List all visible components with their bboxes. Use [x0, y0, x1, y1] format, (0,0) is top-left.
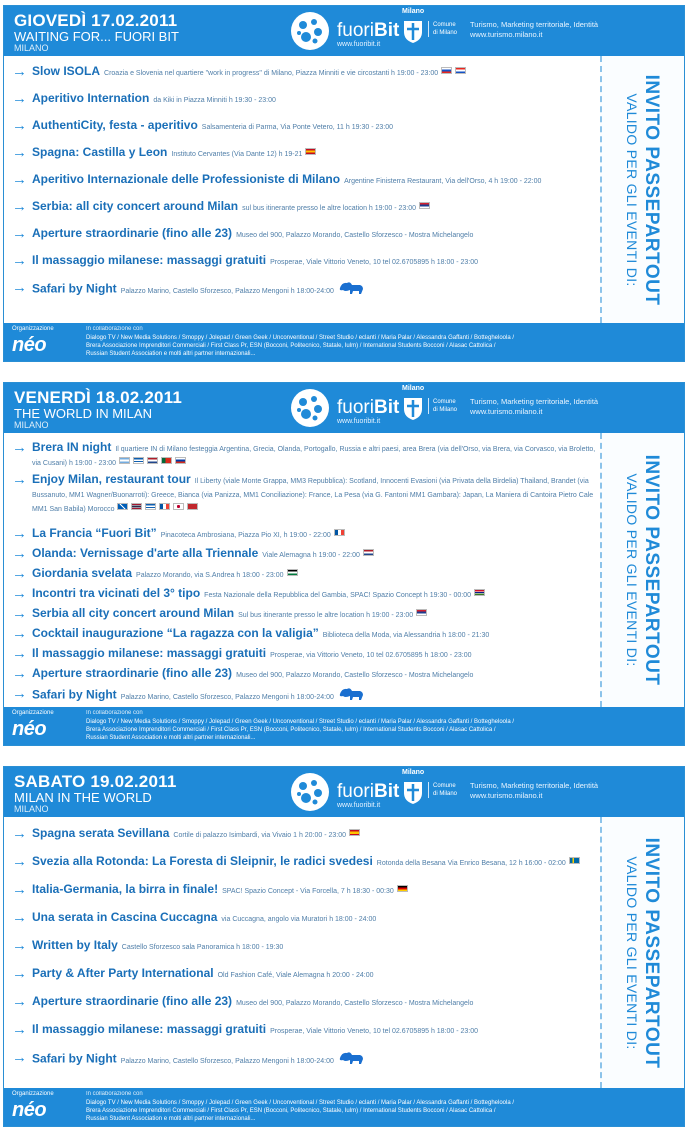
spain-flag-icon [349, 829, 360, 836]
spain-flag-icon [305, 148, 316, 155]
serbia-flag-icon [419, 202, 430, 209]
event-item[interactable] [12, 173, 602, 187]
scotland-flag-icon [117, 503, 128, 510]
event-details: SPAC! Spazio Concept - Via Forcella, 7 h 18:30 - 00:30 [222, 888, 394, 895]
comune-label: Comune di Milano [428, 398, 457, 414]
comune-crest-icon [402, 18, 424, 44]
event-details: Palazzo Morando, via S.Andrea h 18:00 - 23:00 [136, 572, 284, 579]
event-details: Argentine Finisterra Restaurant, Via dell'Orso, 4 h 19:00 - 22:00 [344, 178, 542, 185]
ticket [3, 766, 685, 1127]
netherlands-flag-icon [147, 457, 158, 464]
event-details: Sul bus itinerante presso le altre location h 19:00 - 23:00 [238, 612, 414, 619]
arrow-icon: → [12, 881, 27, 898]
ticket-date: VENERDÌ 18.02.2011 [14, 388, 183, 407]
morocco-flag-icon [187, 503, 198, 510]
org-label: Organizzazione [12, 1091, 54, 1097]
event-item[interactable] [12, 200, 602, 214]
arrow-icon: → [12, 605, 27, 622]
russia-flag-icon [175, 457, 186, 464]
event-title: Aperitivo Internazionale delle Professioniste di Milano [32, 172, 341, 186]
ticket-subtitle: MILAN IN THE WORLD [14, 790, 152, 805]
ticket-city: MILANO [14, 804, 49, 814]
argentina-flag-icon [119, 457, 130, 464]
event-title: Serbia all city concert around Milan [32, 606, 235, 620]
milano-label: Milano [402, 8, 425, 15]
event-title: Safari by Night [32, 687, 117, 702]
comune-crest-icon [402, 779, 424, 805]
tagline: Turismo, Marketing territoriale, Identità www.turismo.milano.it [470, 397, 599, 416]
event-title: Cocktail inaugurazione “La ragazza con la valigia” [32, 626, 319, 640]
france-flag-icon [159, 503, 170, 510]
event-title: Una serata in Cascina Cuccagna [32, 910, 218, 924]
fuoribit-logo-icon [288, 387, 332, 429]
arrow-icon: → [12, 937, 27, 954]
event-title: Spagna: Castilla y Leon [32, 145, 168, 159]
event-title: Il massaggio milanese: massaggi gratuiti [32, 253, 267, 267]
event-title: Italia-Germania, la birra in finale! [32, 882, 219, 896]
event-title: Enjoy Milan, restaurant tour [32, 472, 191, 486]
milano-label: Milano [402, 769, 425, 776]
netherlands-flag-icon [363, 549, 374, 556]
brand-name: fuoriBit [337, 20, 400, 41]
arrow-icon: → [12, 117, 27, 134]
germany-flag-icon [397, 885, 408, 892]
arrow-icon: → [12, 252, 27, 269]
arrow-icon: → [12, 665, 27, 682]
sponsor-list: Dialogo TV / New Media Solutions / Smoppy / Jolepad / Green Geek / Unconventional / Street Studio / eclanti / Maria Palar / Alessandra Gaffanti / Bottegheloola / Brera Associazione Imprenditori Commerciali / First Class Pr, ESN (Bocconi, Politecnico, Statale, Iulm) / International Students Bocconi / Alasac Cattolica / Russian Student Association e molti altri partner internazionali... [86, 335, 515, 357]
event-item[interactable] [12, 527, 602, 541]
event-details: Croazia e Slovenia nel quartiere "work in progress" di Milano, Piazza Minniti e vie circostanti h 19:00 - 23:00 [104, 70, 439, 77]
stub-subtitle: VALIDO PER GLI EVENTI DI: [624, 855, 640, 1050]
passepartout-stub [600, 56, 684, 323]
arrow-icon: → [12, 565, 27, 582]
arrow-icon: → [12, 685, 27, 702]
event-title: Aperture straordinarie (fino alle 23) [32, 666, 233, 680]
event-title: Olanda: Vernissage d'arte alla Triennale [32, 546, 259, 560]
tagline: Turismo, Marketing territoriale, Identità www.turismo.milano.it [470, 20, 599, 39]
ticket-footer [4, 1088, 684, 1126]
event-details: Il quartiere IN di Milano festeggia Argentina, Grecia, Olanda, Portogallo, Russia e altri paesi, area Brera (via dell'Orso, via Brera, via Corvasco, via Broletto, via Cusani) h 19:00 - 23:00 [32, 446, 596, 467]
arrow-icon: → [12, 144, 27, 161]
event-item[interactable] [12, 939, 602, 953]
serbia-flag-icon [416, 609, 427, 616]
slovenia-flag-icon [441, 67, 452, 74]
event-details: Castello Sforzesco sala Panoramica h 18:00 - 19:30 [121, 944, 284, 951]
comune-label: Comune di Milano [428, 782, 457, 798]
event-title: La Francia “Fuori Bit” [32, 526, 157, 540]
event-details: Museo del 900, Palazzo Morando, Castello Sforzesco - Mostra Michelangelo [236, 1000, 474, 1007]
event-title: Party & After Party International [32, 966, 214, 980]
event-item[interactable] [12, 587, 602, 601]
ticket-city: MILANO [14, 43, 49, 53]
event-item[interactable] [12, 547, 602, 561]
event-item[interactable] [12, 65, 602, 79]
event-title: Safari by Night [32, 1051, 117, 1066]
event-title: Slow ISOLA [32, 64, 101, 78]
event-details: Viale Alemagna h 19:00 - 22:00 [262, 552, 360, 559]
event-details: Palazzo Marino, Castello Sforzesco, Palazzo Mengoni h 18:00-24:00 [120, 287, 334, 295]
ticket-date: SABATO 19.02.2011 [14, 772, 177, 791]
event-item[interactable] [12, 281, 602, 297]
event-title: Safari by Night [32, 281, 117, 296]
arrow-icon: → [12, 965, 27, 982]
event-item[interactable] [12, 254, 602, 268]
event-title: Spagna serata Sevillana [32, 826, 170, 840]
greece-flag-icon [133, 457, 144, 464]
event-item[interactable] [12, 855, 602, 869]
event-details: sul bus itinerante presso le altre location h 19:00 - 23:00 [242, 205, 417, 212]
event-details: Prosperaе, via Vittorio Veneto, 10 tel 02.6705895 h 18:00 - 23:00 [270, 652, 472, 659]
france-flag-icon [334, 529, 345, 536]
event-details: Cortile di palazzo Isimbardi, via Vivaio 1 h 20:00 - 23:00 [173, 832, 347, 839]
stub-subtitle: VALIDO PER GLI EVENTI DI: [624, 473, 640, 667]
brand-url: www.fuoribit.it [337, 802, 381, 809]
brand-url: www.fuoribit.it [337, 418, 381, 425]
collab-label: In collaborazione con [86, 326, 143, 332]
ticket [3, 5, 685, 362]
brand-name: fuoriBit [337, 397, 400, 418]
event-title: Brera IN night [32, 440, 112, 454]
arrow-icon: → [12, 645, 27, 662]
passepartout-stub [600, 433, 684, 707]
event-title: Il massaggio milanese: massaggi gratuiti [32, 646, 267, 660]
comune-crest-icon [402, 395, 424, 421]
event-item[interactable] [12, 667, 602, 681]
event-details: Biblioteca della Moda, via Alessandria h 18:00 - 21:30 [322, 632, 490, 639]
arrow-icon: → [12, 825, 27, 842]
event-details: Museo del 900, Palazzo Morando, Castello Sforzesco - Mostra Michelangelo [236, 672, 474, 679]
event-title: Aperture straordinarie (fino alle 23) [32, 994, 233, 1008]
arrow-icon: → [12, 525, 27, 542]
ticket-header [4, 6, 684, 56]
event-title: AuthentiCity, festa - aperitivo [32, 118, 198, 132]
arrow-icon: → [12, 1049, 27, 1066]
ticket-subtitle: THE WORLD IN MILAN [14, 406, 152, 421]
event-item[interactable] [12, 92, 602, 106]
event-title: Svezia alla Rotonda: La Foresta di Sleipnir, le radici svedesi [32, 854, 373, 868]
event-item[interactable] [12, 967, 602, 981]
stub-subtitle: VALIDO PER GLI EVENTI DI: [624, 92, 640, 287]
event-details: Salsamenteria di Parma, Via Ponte Vetero, 11 h 19:30 - 23:00 [201, 124, 393, 131]
event-details: Il Liberty (viale Monte Grappa, MM3 Repubblica): Scotland, Innocenti Evasioni (via Privata della Birdelia) Thailand, Brandet (via Bussanuto, MM1 Wagner/Buonarroti): Greece, Bianca (via Panizza, MM1 Conciliazione): France, La Pesa (via G. Fantoni MM1 Gambara): Japan, La Maniera di Cantoira Pietro Cale MM1 San Babila) Morocco [32, 478, 594, 513]
collab-label: In collaborazione con [86, 710, 143, 716]
arrow-icon: → [12, 853, 27, 870]
event-item[interactable] [12, 1051, 602, 1067]
event-item[interactable] [12, 827, 602, 841]
event-title: Giordania svelata [32, 566, 133, 580]
ticket-header [4, 383, 684, 433]
event-item[interactable] [12, 227, 602, 241]
milano-label: Milano [402, 385, 425, 392]
collab-label: In collaborazione con [86, 1091, 143, 1097]
event-details: Prosperaе, Viale Vittorio Veneto, 10 tel 02.6705895 h 18:00 - 23:00 [270, 259, 479, 266]
ticket [3, 382, 685, 746]
thailand-flag-icon [131, 503, 142, 510]
brand-name: fuoriBit [337, 781, 400, 802]
arrow-icon: → [12, 471, 27, 488]
stub-title: INVITO PASSEPARTOUT [641, 837, 662, 1068]
event-item[interactable] [12, 119, 602, 133]
event-item[interactable] [12, 995, 602, 1009]
comune-label: Comune di Milano [428, 21, 457, 37]
event-title: Serbia: all city concert around Milan [32, 199, 239, 213]
org-label: Organizzazione [12, 710, 54, 716]
japan-flag-icon [173, 503, 184, 510]
event-details: Rotonda della Besana Via Enrico Besana, 12 h 16:00 - 02:00 [376, 860, 566, 867]
org-logo: néo [12, 334, 47, 356]
event-details: Palazzo Marino, Castello Sforzesco, Palazzo Mengoni h 18:00-24:00 [120, 693, 334, 701]
arrow-icon: → [12, 198, 27, 215]
fuoribit-logo-icon [288, 771, 332, 813]
ticket-subtitle: WAITING FOR... FUORI BIT [14, 29, 179, 44]
passepartout-stub [600, 817, 684, 1088]
arrow-icon: → [12, 90, 27, 107]
event-title: Il massaggio milanese: massaggi gratuiti [32, 1022, 267, 1036]
event-details: Museo del 900, Palazzo Morando, Castello Sforzesco - Mostra Michelangelo [236, 232, 474, 239]
arrow-icon: → [12, 171, 27, 188]
event-details: Pinacoteca Ambrosiana, Piazza Pio XI, h 19:00 - 22:00 [160, 532, 331, 539]
gambia-flag-icon [474, 589, 485, 596]
ticket-footer [4, 707, 684, 745]
tagline: Turismo, Marketing territoriale, Identità www.turismo.milano.it [470, 781, 599, 800]
ticket-footer [4, 323, 684, 361]
event-title: Aperitivo Internation [32, 91, 150, 105]
arrow-icon: → [12, 545, 27, 562]
ticket-date: GIOVEDÌ 17.02.2011 [14, 11, 178, 30]
arrow-icon: → [12, 1021, 27, 1038]
event-item[interactable] [12, 627, 602, 641]
event-details: via Cuccagna, angolo via Muratori h 18:00 - 24:00 [221, 916, 377, 923]
arrow-icon: → [12, 993, 27, 1010]
event-item[interactable] [12, 473, 602, 515]
ticket-city: MILANO [14, 420, 49, 430]
event-details: Prosperaе, Viale Vittorio Veneto, 10 tel 02.6705895 h 18:00 - 23:00 [270, 1028, 479, 1035]
ticket-header [4, 767, 684, 817]
arrow-icon: → [12, 225, 27, 242]
lion-icon [338, 281, 364, 296]
stub-title: INVITO PASSEPARTOUT [641, 454, 662, 686]
org-label: Organizzazione [12, 326, 54, 332]
croatia-flag-icon [455, 67, 466, 74]
event-details: Instituto Cervantes (Via Dante 12) h 19-21 [171, 151, 303, 158]
org-logo: néo [12, 718, 47, 740]
event-item[interactable] [12, 146, 602, 160]
event-item[interactable] [12, 441, 602, 469]
greece-flag-icon [145, 503, 156, 510]
sponsor-list: Dialogo TV / New Media Solutions / Smoppy / Jolepad / Green Geek / Unconventional / Street Studio / eclanti / Maria Palar / Alessandra Gaffanti / Bottegheloola / Brera Associazione Imprenditori Commerciali / First Class Pr, ESN (Bocconi, Politecnico, Statale, Iulm) / International Students Bocconi / Alasac Cattolica / Russian Student Association e molti altri partner internazionali... [86, 1100, 515, 1122]
event-item[interactable] [12, 911, 602, 925]
arrow-icon: → [12, 63, 27, 80]
event-item[interactable] [12, 567, 602, 581]
stub-title: INVITO PASSEPARTOUT [641, 74, 662, 305]
jordan-flag-icon [287, 569, 298, 576]
sweden-flag-icon [569, 857, 580, 864]
portugal-flag-icon [161, 457, 172, 464]
arrow-icon: → [12, 279, 27, 296]
arrow-icon: → [12, 585, 27, 602]
lion-icon [338, 687, 364, 702]
arrow-icon: → [12, 439, 27, 456]
event-item[interactable] [12, 687, 602, 703]
event-details: Palazzo Marino, Castello Sforzesco, Palazzo Mengoni h 18:00-24:00 [120, 1057, 334, 1065]
event-title: Written by Italy [32, 938, 118, 952]
event-item[interactable] [12, 607, 602, 621]
org-logo: néo [12, 1099, 47, 1121]
event-title: Aperture straordinarie (fino alle 23) [32, 226, 233, 240]
lion-icon [338, 1051, 364, 1066]
fuoribit-logo-icon [288, 10, 332, 52]
event-details: Festa Nazionale della Repubblica del Gambia, SPAC! Spazio Concept h 19:30 - 00:00 [204, 592, 471, 599]
event-details: da Kiki in Piazza Minniti h 19:30 - 23:00 [153, 97, 276, 104]
event-item[interactable] [12, 647, 602, 661]
event-details: Old Fashion Café, Viale Alemagna h 20:00 - 24:00 [217, 972, 374, 979]
event-title: Incontri tra vicinati del 3° tipo [32, 586, 201, 600]
arrow-icon: → [12, 909, 27, 926]
brand-url: www.fuoribit.it [337, 41, 381, 48]
arrow-icon: → [12, 625, 27, 642]
sponsor-list: Dialogo TV / New Media Solutions / Smoppy / Jolepad / Green Geek / Unconventional / Street Studio / eclanti / Maria Palar / Alessandra Gaffanti / Bottegheloola / Brera Associazione Imprenditori Commerciali / First Class Pr, ESN (Bocconi, Politecnico, Statale, Iulm) / International Students Bocconi / Alasac Cattolica / Russian Student Association e molti altri partner internazionali... [86, 719, 515, 741]
event-item[interactable] [12, 883, 602, 897]
event-item[interactable] [12, 1023, 602, 1037]
